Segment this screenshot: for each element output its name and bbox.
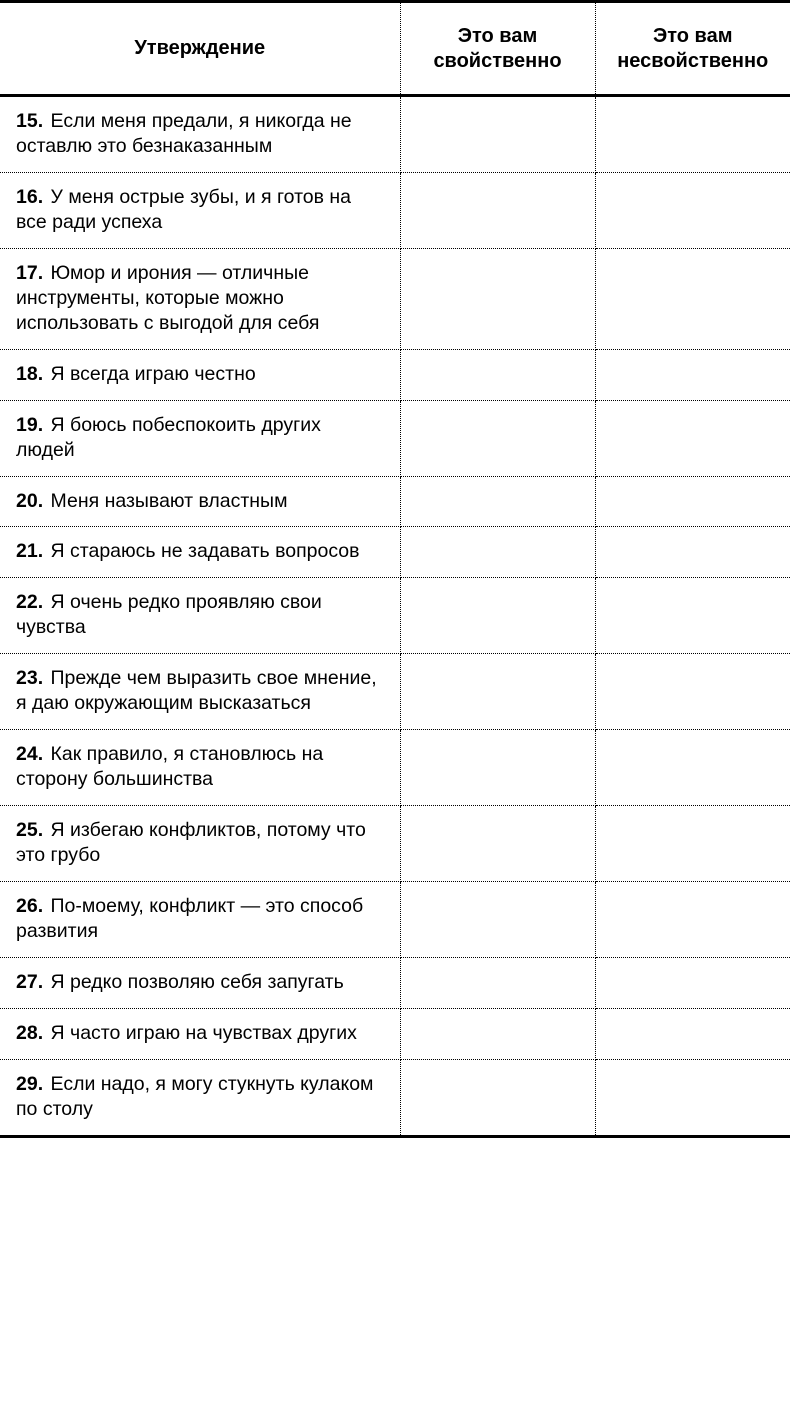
- statement-number: 22.: [16, 591, 44, 614]
- table-body: [0, 96, 790, 1137]
- statement-number: 25.: [16, 819, 44, 842]
- statement-number: 15.: [16, 110, 44, 132]
- answer-cell-not-characteristic[interactable]: [595, 400, 790, 476]
- statement-number: 17.: [16, 261, 44, 284]
- statement-cell: [0, 400, 400, 476]
- statement-number: 24.: [16, 743, 44, 766]
- answer-cell-not-characteristic[interactable]: [595, 96, 790, 173]
- table-row: [0, 730, 790, 806]
- answer-cell-not-characteristic[interactable]: [595, 172, 790, 248]
- header-row: [0, 2, 790, 96]
- answer-cell-not-characteristic[interactable]: [595, 654, 790, 730]
- answer-cell-not-characteristic[interactable]: [595, 349, 790, 400]
- statement-cell: [0, 1059, 400, 1136]
- statement-text: Я боюсь побеспокоить других людей: [16, 413, 321, 461]
- table-row: [0, 248, 790, 349]
- answer-cell-characteristic[interactable]: [400, 578, 595, 654]
- statement-cell: [0, 882, 400, 958]
- table-row: [0, 400, 790, 476]
- statement-text: У меня острые зубы, и я готов на все ради успеха: [16, 185, 352, 233]
- statement-cell: [0, 654, 400, 730]
- statement-text: Я часто играю на чувствах других: [50, 1021, 357, 1044]
- answer-cell-characteristic[interactable]: [400, 248, 595, 349]
- statement-cell: [0, 476, 400, 527]
- table-row: [0, 882, 790, 958]
- table-row: [0, 806, 790, 882]
- answer-cell-characteristic[interactable]: [400, 957, 595, 1008]
- statement-text: Я очень редко проявляю свои чувства: [16, 591, 322, 639]
- table-row: [0, 96, 790, 173]
- answer-cell-characteristic[interactable]: [400, 172, 595, 248]
- answer-cell-not-characteristic[interactable]: [595, 578, 790, 654]
- statement-number: 29.: [16, 1072, 44, 1095]
- statement-text: Юмор и ирония — отличные инструменты, которые можно использовать с выгодой для себя: [16, 261, 320, 334]
- statement-cell: [0, 96, 400, 173]
- table-row: [0, 654, 790, 730]
- table-row: [0, 527, 790, 578]
- statement-cell: [0, 172, 400, 248]
- statement-number: 21.: [16, 540, 44, 563]
- answer-cell-characteristic[interactable]: [400, 400, 595, 476]
- statement-text: Меня называют властным: [50, 489, 288, 512]
- column-header-not-characteristic-line1: Это вам: [653, 25, 733, 48]
- answer-cell-characteristic[interactable]: [400, 476, 595, 527]
- statement-cell: [0, 730, 400, 806]
- statement-text: Как правило, я становлюсь на сторону большинства: [16, 743, 324, 791]
- answer-cell-characteristic[interactable]: [400, 1008, 595, 1059]
- answer-cell-characteristic[interactable]: [400, 96, 595, 173]
- statement-number: 19.: [16, 413, 44, 436]
- statement-number: 26.: [16, 895, 44, 918]
- answer-cell-not-characteristic[interactable]: [595, 1059, 790, 1136]
- answer-cell-not-characteristic[interactable]: [595, 882, 790, 958]
- answer-cell-not-characteristic[interactable]: [595, 1008, 790, 1059]
- answer-cell-not-characteristic[interactable]: [595, 957, 790, 1008]
- table-row: [0, 476, 790, 527]
- answer-cell-not-characteristic[interactable]: [595, 248, 790, 349]
- statement-text: Я стараюсь не задавать вопросов: [50, 540, 360, 563]
- table-row: [0, 172, 790, 248]
- statement-text: Я редко позволяю себя запугать: [50, 970, 344, 993]
- statement-cell: [0, 957, 400, 1008]
- statement-text: Если надо, я могу стукнуть кулаком по столу: [16, 1072, 374, 1120]
- column-header-characteristic: [400, 2, 595, 96]
- table-header: [0, 2, 790, 96]
- statement-number: 27.: [16, 970, 44, 993]
- statement-cell: [0, 248, 400, 349]
- answer-cell-not-characteristic[interactable]: [595, 476, 790, 527]
- table-row: [0, 349, 790, 400]
- statement-number: 20.: [16, 489, 44, 512]
- answer-cell-characteristic[interactable]: [400, 1059, 595, 1136]
- table-row: [0, 1008, 790, 1059]
- column-header-statement-label: Утверждение: [134, 37, 266, 60]
- answer-cell-characteristic[interactable]: [400, 654, 595, 730]
- column-header-not-characteristic: [595, 2, 790, 96]
- statement-cell: [0, 806, 400, 882]
- statement-cell: [0, 527, 400, 578]
- table-row: [0, 957, 790, 1008]
- table-row: [0, 1059, 790, 1136]
- answer-cell-characteristic[interactable]: [400, 882, 595, 958]
- statement-text: Я избегаю конфликтов, потому что это грубо: [16, 819, 366, 867]
- statement-cell: [0, 578, 400, 654]
- statement-number: 16.: [16, 185, 44, 208]
- answer-cell-not-characteristic[interactable]: [595, 806, 790, 882]
- column-header-characteristic-line1: Это вам: [457, 25, 538, 48]
- answer-cell-characteristic[interactable]: [400, 730, 595, 806]
- statement-text: По-моему, конфликт — это способ развития: [16, 895, 364, 943]
- answer-cell-characteristic[interactable]: [400, 527, 595, 578]
- answer-cell-not-characteristic[interactable]: [595, 730, 790, 806]
- answer-cell-not-characteristic[interactable]: [595, 527, 790, 578]
- column-header-not-characteristic-line2: несвойственно: [617, 49, 769, 72]
- answer-cell-characteristic[interactable]: [400, 806, 595, 882]
- statement-number: 28.: [16, 1021, 44, 1044]
- statement-number: 23.: [16, 667, 44, 690]
- column-header-characteristic-line2: свойственно: [433, 49, 562, 72]
- statement-cell: [0, 349, 400, 400]
- statement-text: Прежде чем выразить свое мнение, я даю окружающим высказаться: [16, 667, 377, 715]
- table-row: [0, 578, 790, 654]
- column-header-statement: [0, 2, 400, 96]
- answer-cell-characteristic[interactable]: [400, 349, 595, 400]
- statement-text: Я всегда играю честно: [50, 362, 256, 385]
- statement-number: 18.: [16, 362, 44, 385]
- statement-cell: [0, 1008, 400, 1059]
- statement-text: Если меня предали, я никогда не оставлю это безнаказанным: [16, 110, 352, 157]
